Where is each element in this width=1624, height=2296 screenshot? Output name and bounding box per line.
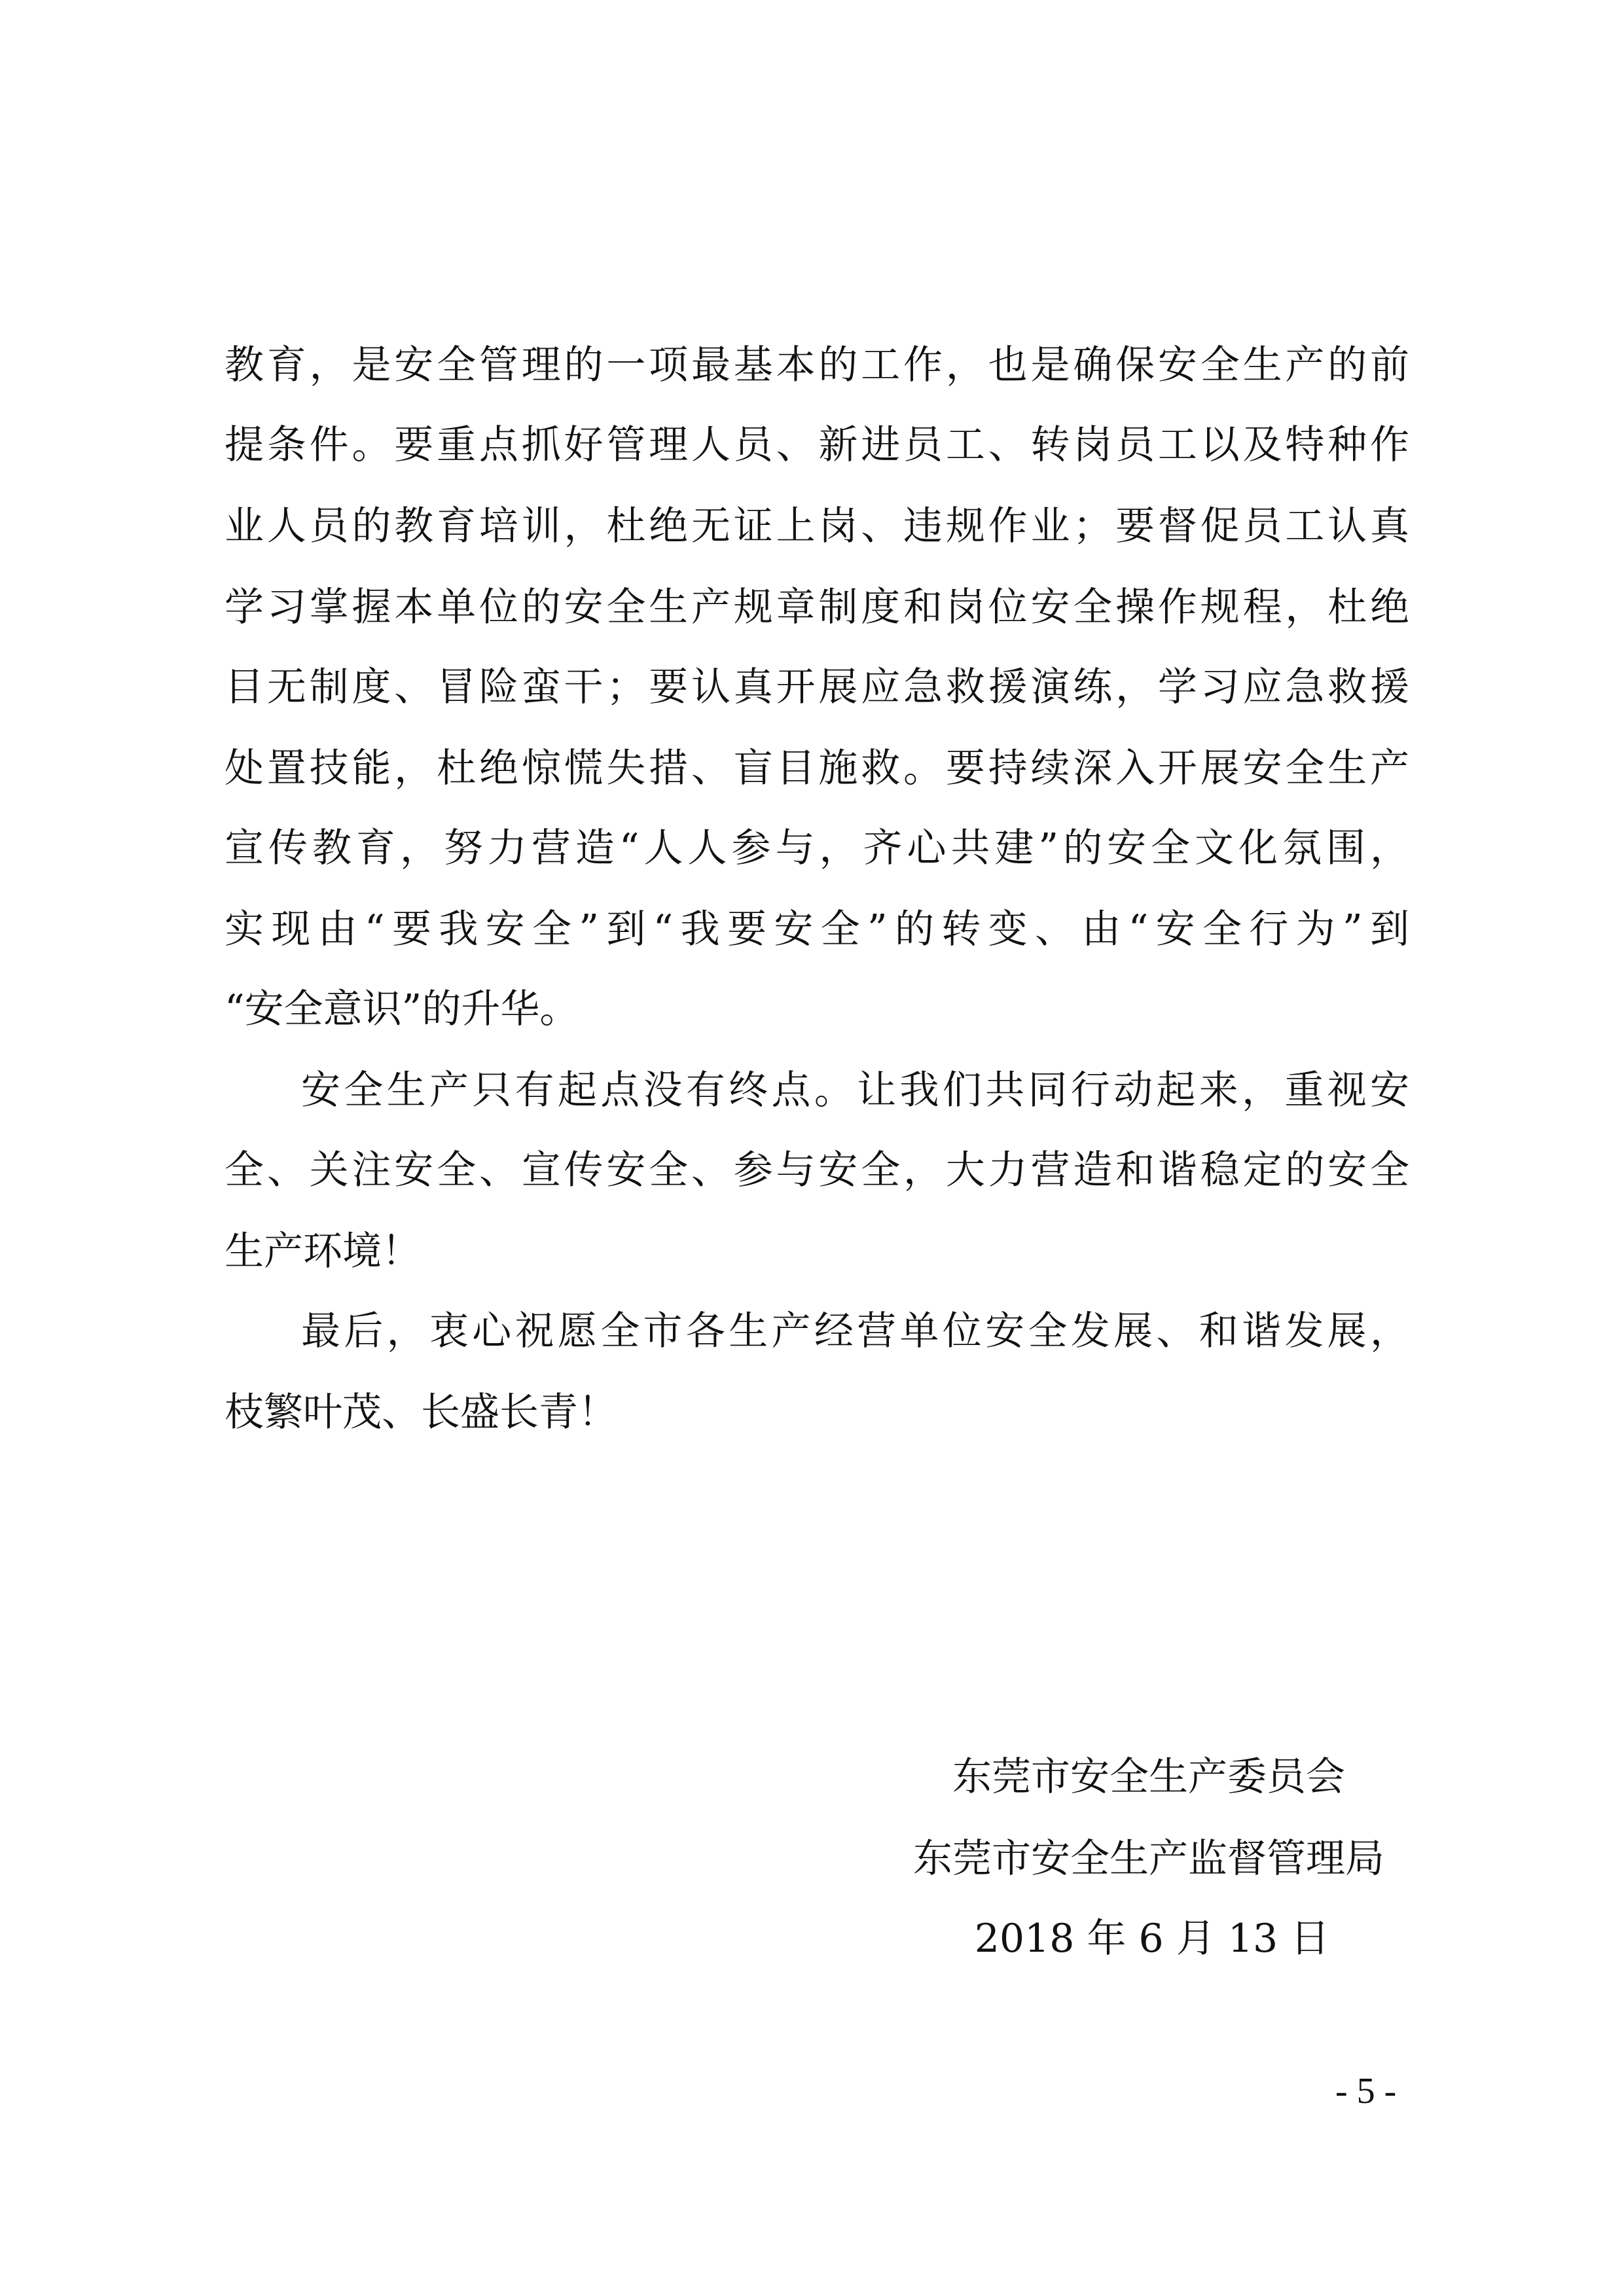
signature-org-1: 东莞市安全生产委员会 <box>952 1754 1345 1800</box>
paragraph-1-line-2: 提条件。要重点抓好管理人员、新进员工、转岗员工以及特种作 <box>225 422 1409 468</box>
signature-org-2: 东莞市安全生产监督管理局 <box>913 1836 1384 1882</box>
paragraph-2-line-1: 安全生产只有起点没有终点。让我们共同行动起来，重视安 <box>301 1067 1409 1113</box>
paragraph-1-line-8: 实现由“要我安全”到“我要安全”的转变、由“安全行为”到 <box>225 906 1409 952</box>
paragraph-1-line-3: 业人员的教育培训，杜绝无证上岗、违规作业；要督促员工认真 <box>225 503 1409 549</box>
paragraph-3-line-1: 最后，衷心祝愿全市各生产经营单位安全发展、和谐发展， <box>301 1308 1409 1354</box>
paragraph-1-line-5: 目无制度、冒险蛮干；要认真开展应急救援演练，学习应急救援 <box>225 664 1409 710</box>
paragraph-1-line-1: 教育，是安全管理的一项最基本的工作，也是确保安全生产的前 <box>225 342 1409 388</box>
paragraph-1-line-6: 处置技能，杜绝惊慌失措、盲目施救。要持续深入开展安全生产 <box>225 745 1409 791</box>
paragraph-3-line-2: 枝繁叶茂、长盛长青！ <box>225 1390 617 1435</box>
paragraph-2-line-3: 生产环境！ <box>225 1229 421 1274</box>
paragraph-1-line-7: 宣传教育，努力营造“人人参与，齐心共建”的安全文化氛围， <box>225 825 1409 871</box>
page-number: - 5 - <box>1335 2071 1397 2111</box>
paragraph-2-line-2: 全、关注安全、宣传安全、参与安全，大力营造和谐稳定的安全 <box>225 1147 1409 1193</box>
paragraph-1-line-9: “安全意识”的升华。 <box>225 986 579 1032</box>
signature-date: 2018 年 6 月 13 日 <box>974 1916 1330 1962</box>
paragraph-1-line-4: 学习掌握本单位的安全生产规章制度和岗位安全操作规程，杜绝 <box>225 584 1409 630</box>
